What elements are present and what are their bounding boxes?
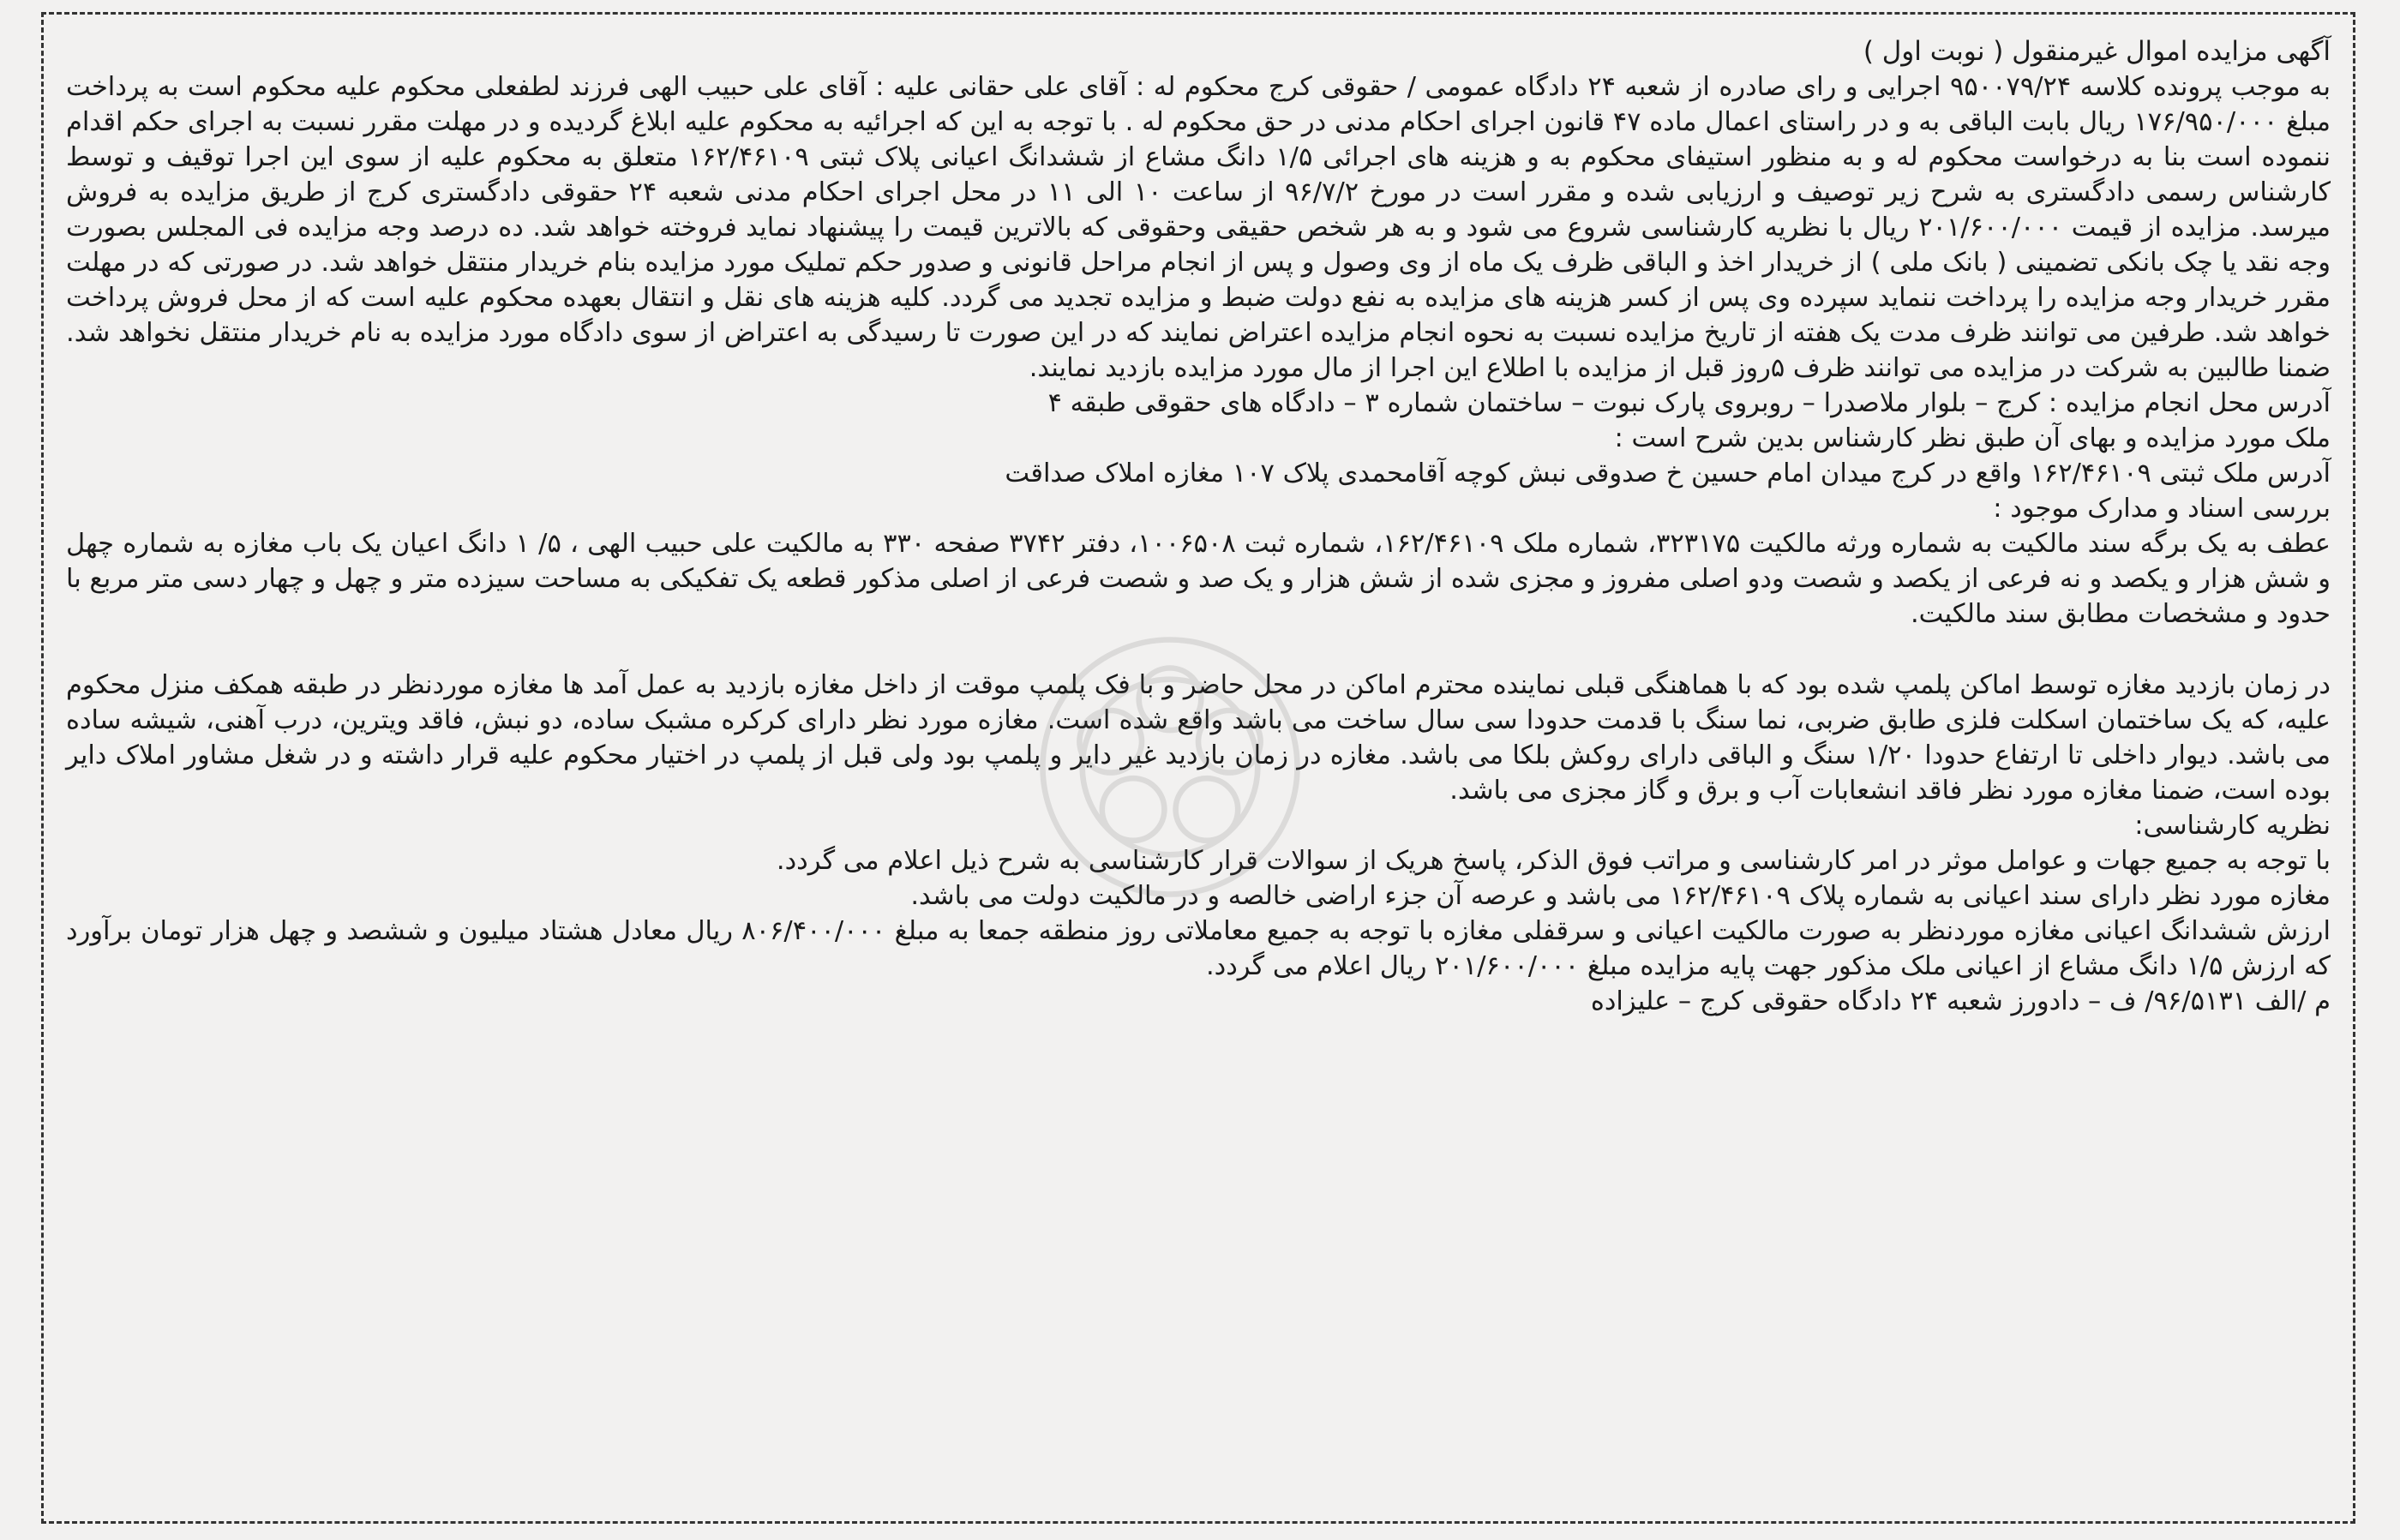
footer-reference: م /الف ۹۶/۵۱۳۱/ ف – دادورز شعبه ۲۴ دادگاه حقوقی کرج – علیزاده	[1590, 986, 2331, 1016]
auction-address: آدرس محل انجام مزایده : کرج – بلوار ملاصدرا – روبروی پارک نبوت – ساختمان شماره ۳ – دادگاه های حقوقی طبقه ۴	[1047, 388, 2331, 418]
property-intro: ملک مورد مزایده و بهای آن طبق نظر کارشناس بدین شرح است :	[1614, 423, 2331, 453]
property-address: آدرس ملک ثبتی ۱۶۲/۴۶۱۰۹ واقع در کرج میدان امام حسین خ صدوقی نبش کوچه آقامحمدی پلاک ۱۰۷ مغازه املاک صداقت	[1005, 458, 2331, 488]
visit-paragraph: در زمان بازدید مغازه توسط اماکن پلمپ شده بود که با هماهنگی قبلی نماینده محترم اماکن در محل حاضر و با فک پلمپ موقت از داخل مغازه بازدید به عمل آمد ها مغازه موردنظر در طبقه همکف منزل محکوم علیه، که یک ساختمان اسکلت فلزی طابق ضربی، نما سنگ با قدمت حدودا سی سال ساخت می باشد واقع شده است. مغازه مورد نظر دارای کرکره مشبک ساده، دو نبش، فاقد ویترین، درب آهنی، شیشه ساده می باشد. دیوار داخلی تا ارتفاع حدودا ۱/۲۰ سنگ و الباقی دارای روکش بلکا می باشد. مغازه در زمان بازدید غیر دایر و پلمپ بود ولی قبل از پلمپ در اختیار محکوم علیه قرار داشته و در شغل مشاور املاک دایر بوده است، ضمنا مغازه مورد نظر فاقد انشعابات آب و برق و گاز مجزی می باشد.	[66, 670, 2331, 806]
expert-heading: نظریه کارشناسی:	[2134, 811, 2331, 841]
documents-heading: بررسی اسناد و مدارک موجود :	[1993, 494, 2331, 524]
expert-line-1: با توجه به جمیع جهات و عوامل موثر در امر کارشناسی و مراتب فوق الذکر، پاسخ هریک از سوالات قرار کارشناسی به شرح ذیل اعلام می گردد.	[776, 846, 2331, 876]
auction-notice	[41, 12, 2355, 1524]
notice-title: آگهی مزایده اموال غیرمنقول ( نوبت اول )	[1863, 36, 2331, 67]
expert-line-2: مغازه مورد نظر دارای سند اعیانی به شماره پلاک ۱۶۲/۴۶۱۰۹ می باشد و عرصه آن جزء اراضی خالصه و در مالکیت دولت می باشد.	[910, 881, 2331, 911]
valuation-paragraph: ارزش ششدانگ اعیانی مغازه موردنظر به صورت مالکیت اعیانی و سرقفلی مغازه با توجه به جمیع معاملاتی روز منطقه جمعا به مبلغ ۸۰۶/۴۰۰/۰۰۰ ریال معادل هشتاد میلیون و ششصد و چهل هزار تومان برآورد که ارزش ۱/۵ دانگ مشاع از اعیانی ملک مذکور جهت پایه مزایده مبلغ ۲۰۱/۶۰۰/۰۰۰ ریال اعلام می گردد.	[66, 916, 2331, 981]
documents-paragraph: عطف به یک برگه سند مالکیت به شماره ورثه مالکیت ۳۲۳۱۷۵، شماره ملک ۱۶۲/۴۶۱۰۹، شماره ثبت ۱۰۰۶۵۰۸، دفتر ۳۷۴۲ صفحه ۳۳۰ به مالکیت علی حبیب الهی ، ۵/ ۱ دانگ اعیان یک باب مغازه به شماره چهل و شش هزار و یکصد و نه فرعی از یکصد و شصت ودو اصلی مفروز و مجزی شده از شش هزار و یک صد و شصت فرعی از اصلی مذکور قطعه یک تفکیکی به مساحت سیزده متر و چهل و چهار دسی متر مربع با حدود و مشخصات مطابق سند مالکیت.	[66, 529, 2331, 629]
notice-main-paragraph: به موجب پرونده کلاسه ۹۵۰۰۷۹/۲۴ اجرایی و رای صادره از شعبه ۲۴ دادگاه عمومی / حقوقی کرج محکوم له : آقای علی حقانی علیه : آقای علی حبیب الهی فرزند لطفعلی محکوم علیه محکوم است به پرداخت مبلغ ۱۷۶/۹۵۰/۰۰۰ ریال بابت الباقی به و در راستای اعمال ماده ۴۷ قانون اجرای احکام مدنی در حق محکوم له . با توجه به این که اجرائیه به محکوم علیه ابلاغ گردیده و در مهلت مقرر نسبت به اجرای حکم اقدام ننموده است بنا به درخواست محکوم له و به منظور استیفای محکوم به و هزینه های اجرائی ۱/۵ دانگ مشاع از ششدانگ اعیانی پلاک ثبتی ۱۶۲/۴۶۱۰۹ متعلق به محکوم علیه از سوی این اجرا توقیف و توسط کارشناس رسمی دادگستری به شرح زیر توصیف و ارزیابی شده و مقرر است در مورخ ۹۶/۷/۲ از ساعت ۱۰ الی ۱۱ در محل اجرای احکام مدنی شعبه ۲۴ حقوقی دادگستری کرج از طریق مزایده به فروش میرسد. مزایده از قیمت ۲۰۱/۶۰۰/۰۰۰ ریال با نظریه کارشناسی شروع می شود و به هر شخص حقیقی وحقوقی که بالاترین قیمت را پیشنهاد نماید فروخته خواهد شد. ده درصد وجه مزایده فی المجلس بصورت وجه نقد یا چک بانکی تضمینی ( بانک ملی ) از خریدار اخذ و الباقی ظرف یک ماه از وی وصول و پس از انجام مراحل قانونی و صدور حکم تملیک مورد مزایده بنام خریدار منتقل خواهد شد. در صورتی که در مهلت مقرر خریدار وجه مزایده را پرداخت ننماید سپرده وی پس از کسر هزینه های مزایده به نفع دولت ضبط و مزایده تجدید می گردد. کلیه هزینه های نقل و انتقال بعهده محکوم علیه است که از محل فروش پرداخت خواهد شد. طرفین می توانند ظرف مدت یک هفته از تاریخ مزایده نسبت به نحوه انجام مزایده اعتراض نمایند که در این صورت تا رسیدگی به اعتراض از سوی دادگاه مورد مزایده به نام خریدار منتقل نخواهد شد. ضمنا طالبین به شرکت در مزایده می توانند ظرف ۵روز قبل از مزایده با اطلاع این اجرا از مال مورد مزایده بازدید نمایند.	[66, 72, 2331, 383]
section-gap	[66, 632, 2331, 668]
